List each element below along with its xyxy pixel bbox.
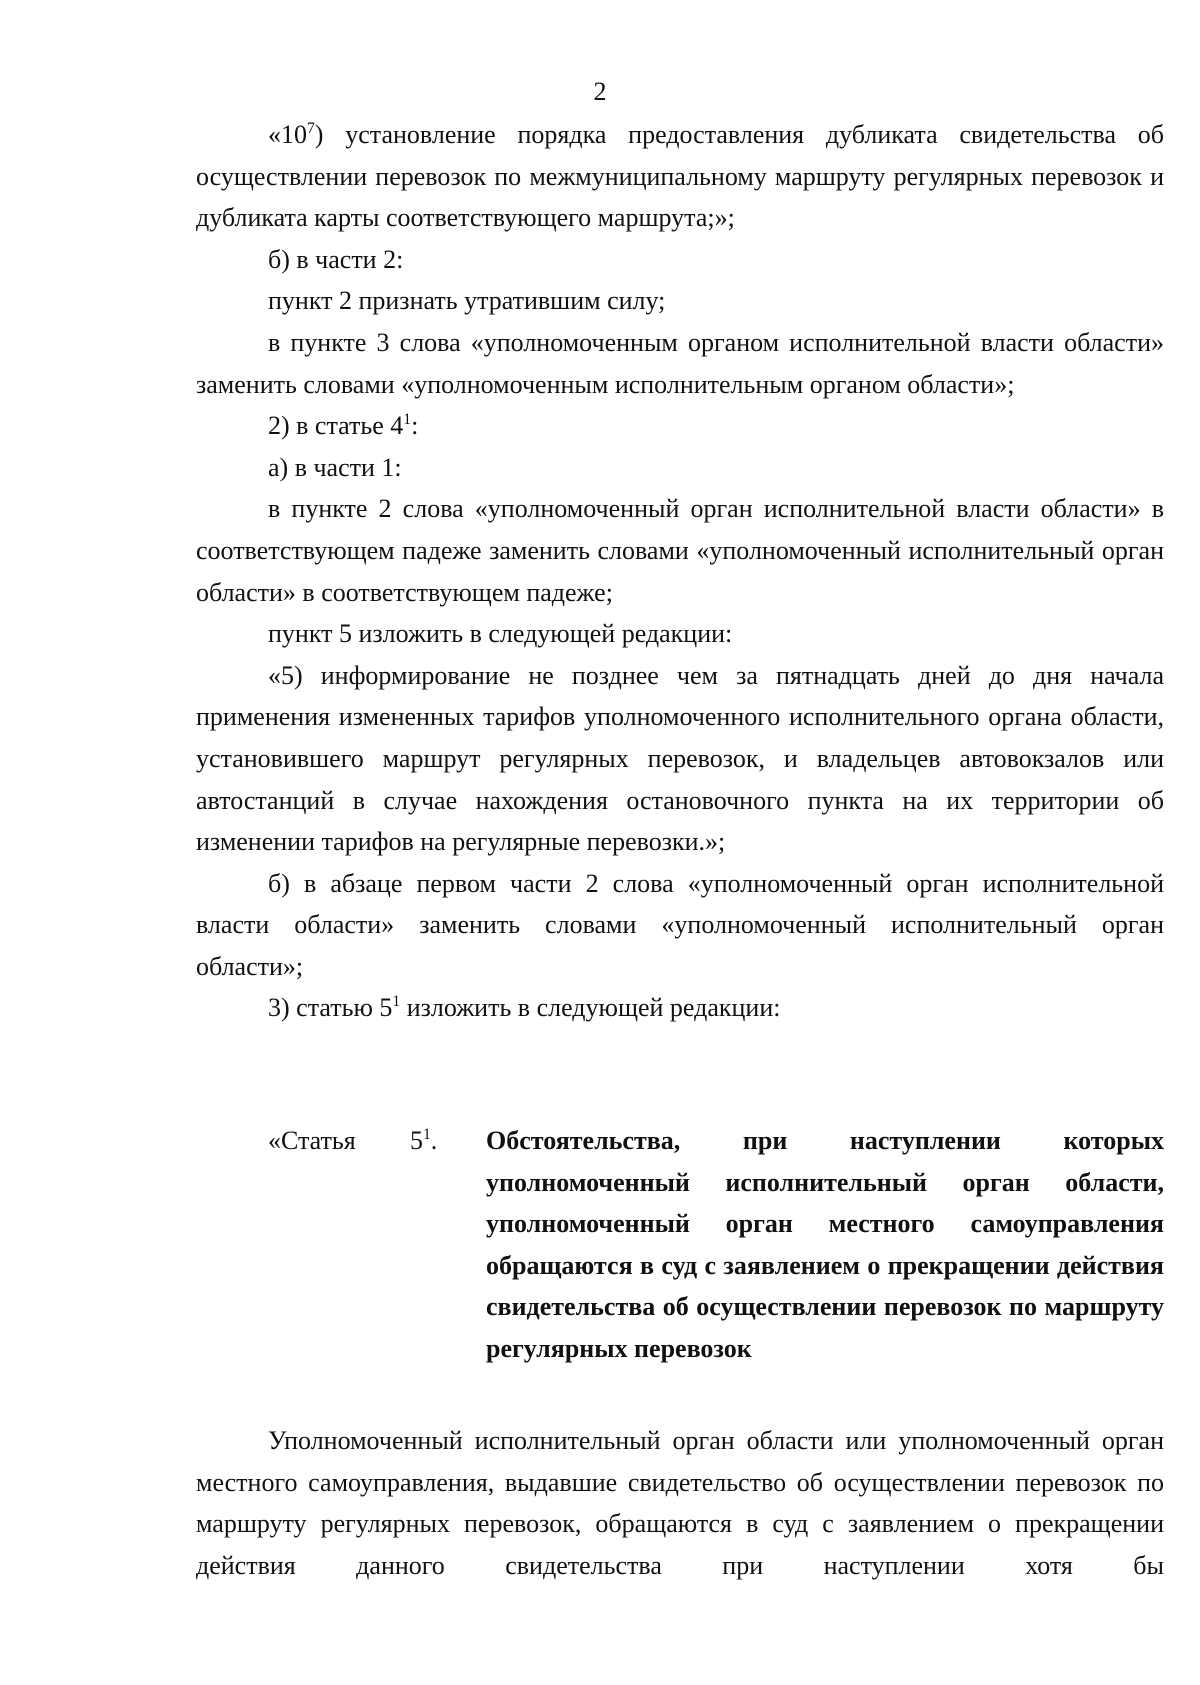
superscript: 1 [403, 411, 412, 429]
paragraph-text: «5) информирование не позднее чем за пятнадцать дней до дня начала применения измененных тарифов уполномоченного исполнительного органа области, установившего маршрут регулярных перевозок, и владельцев автовокзалов или автостанций в случае нахождения остановочного пункта на их территории об изменении тарифов на регулярные перевозки.»; [196, 660, 1164, 857]
paragraph-text: б) в абзаце первом части 2 слова «уполномоченный орган исполнительной власти области» заменить словами «уполномоченный исполнительный орган области»; [196, 868, 1164, 981]
amendment-text [196, 114, 1164, 1029]
paragraph [196, 114, 1164, 239]
paragraph-text: а) в части 1: [268, 452, 402, 482]
paragraph [196, 322, 1164, 405]
paragraph [196, 655, 1164, 863]
paragraph: Уполномоченный исполнительный орган области или уполномоченный орган местного самоуправления, выдавшие свидетельство об осуществлении перевозок по маршруту регулярных перевозок, обращаются в суд с заявлением о прекращении действия данного свидетельства при наступлении хотя бы [196, 1426, 1164, 1580]
paragraph-text: ) установление порядка предоставления дубликата свидетельства об осуществлении перевозок по межмуниципальному маршруту регулярных перевозок и дубликата карты соответствующего маршрута;»; [196, 120, 1164, 233]
paragraph [196, 447, 1164, 489]
paragraph-text: 3) статью 5 [268, 993, 393, 1023]
paragraph-text: : [411, 411, 419, 441]
paragraph [196, 405, 1164, 447]
paragraph [196, 280, 1164, 322]
superscript: 7 [307, 119, 315, 137]
paragraph [196, 863, 1164, 988]
paragraph-text: 2) в статье 4 [268, 411, 404, 441]
page-number: 2 [593, 77, 607, 106]
paragraph-text: пункт 5 изложить в следующей редакции: [268, 619, 733, 649]
paragraph [196, 239, 1164, 281]
paragraph-text: «10 [268, 120, 307, 149]
paragraph-text: пункт 2 признать утратившим силу; [268, 286, 666, 316]
paragraph-text: в пункте 3 слова «уполномоченным органом исполнительной власти области» заменить словами «уполномоченным исполнительным органом области»; [196, 327, 1164, 399]
superscript: 1 [392, 993, 401, 1011]
article-number-text: 5 [410, 1126, 423, 1155]
paragraph-text: изложить в следующей редакции: [400, 993, 781, 1023]
paragraph-text: б) в части 2: [268, 244, 404, 274]
paragraph [196, 488, 1164, 613]
paragraph [196, 987, 1164, 1029]
superscript: 1 [423, 1125, 431, 1143]
article-number [410, 1120, 437, 1162]
paragraph-text: в пункте 2 слова «уполномоченный орган исполнительной власти области» в соответствующем падеже заменить словами «уполномоченный исполнительный орган области» в соответствующем падеже; [196, 494, 1164, 607]
paragraph [196, 613, 1164, 655]
article-label: «Статья [268, 1126, 356, 1155]
article-title: Обстоятельства, при наступлении которых уполномоченный исполнительный орган области, уполномоченный орган местного самоуправления обращаются в суд с заявлением о прекращении действия свидетельства об осуществлении перевозок по маршруту регулярных перевозок [486, 1126, 1164, 1363]
article-number-dot: . [430, 1126, 438, 1155]
article-body [196, 1420, 1164, 1586]
